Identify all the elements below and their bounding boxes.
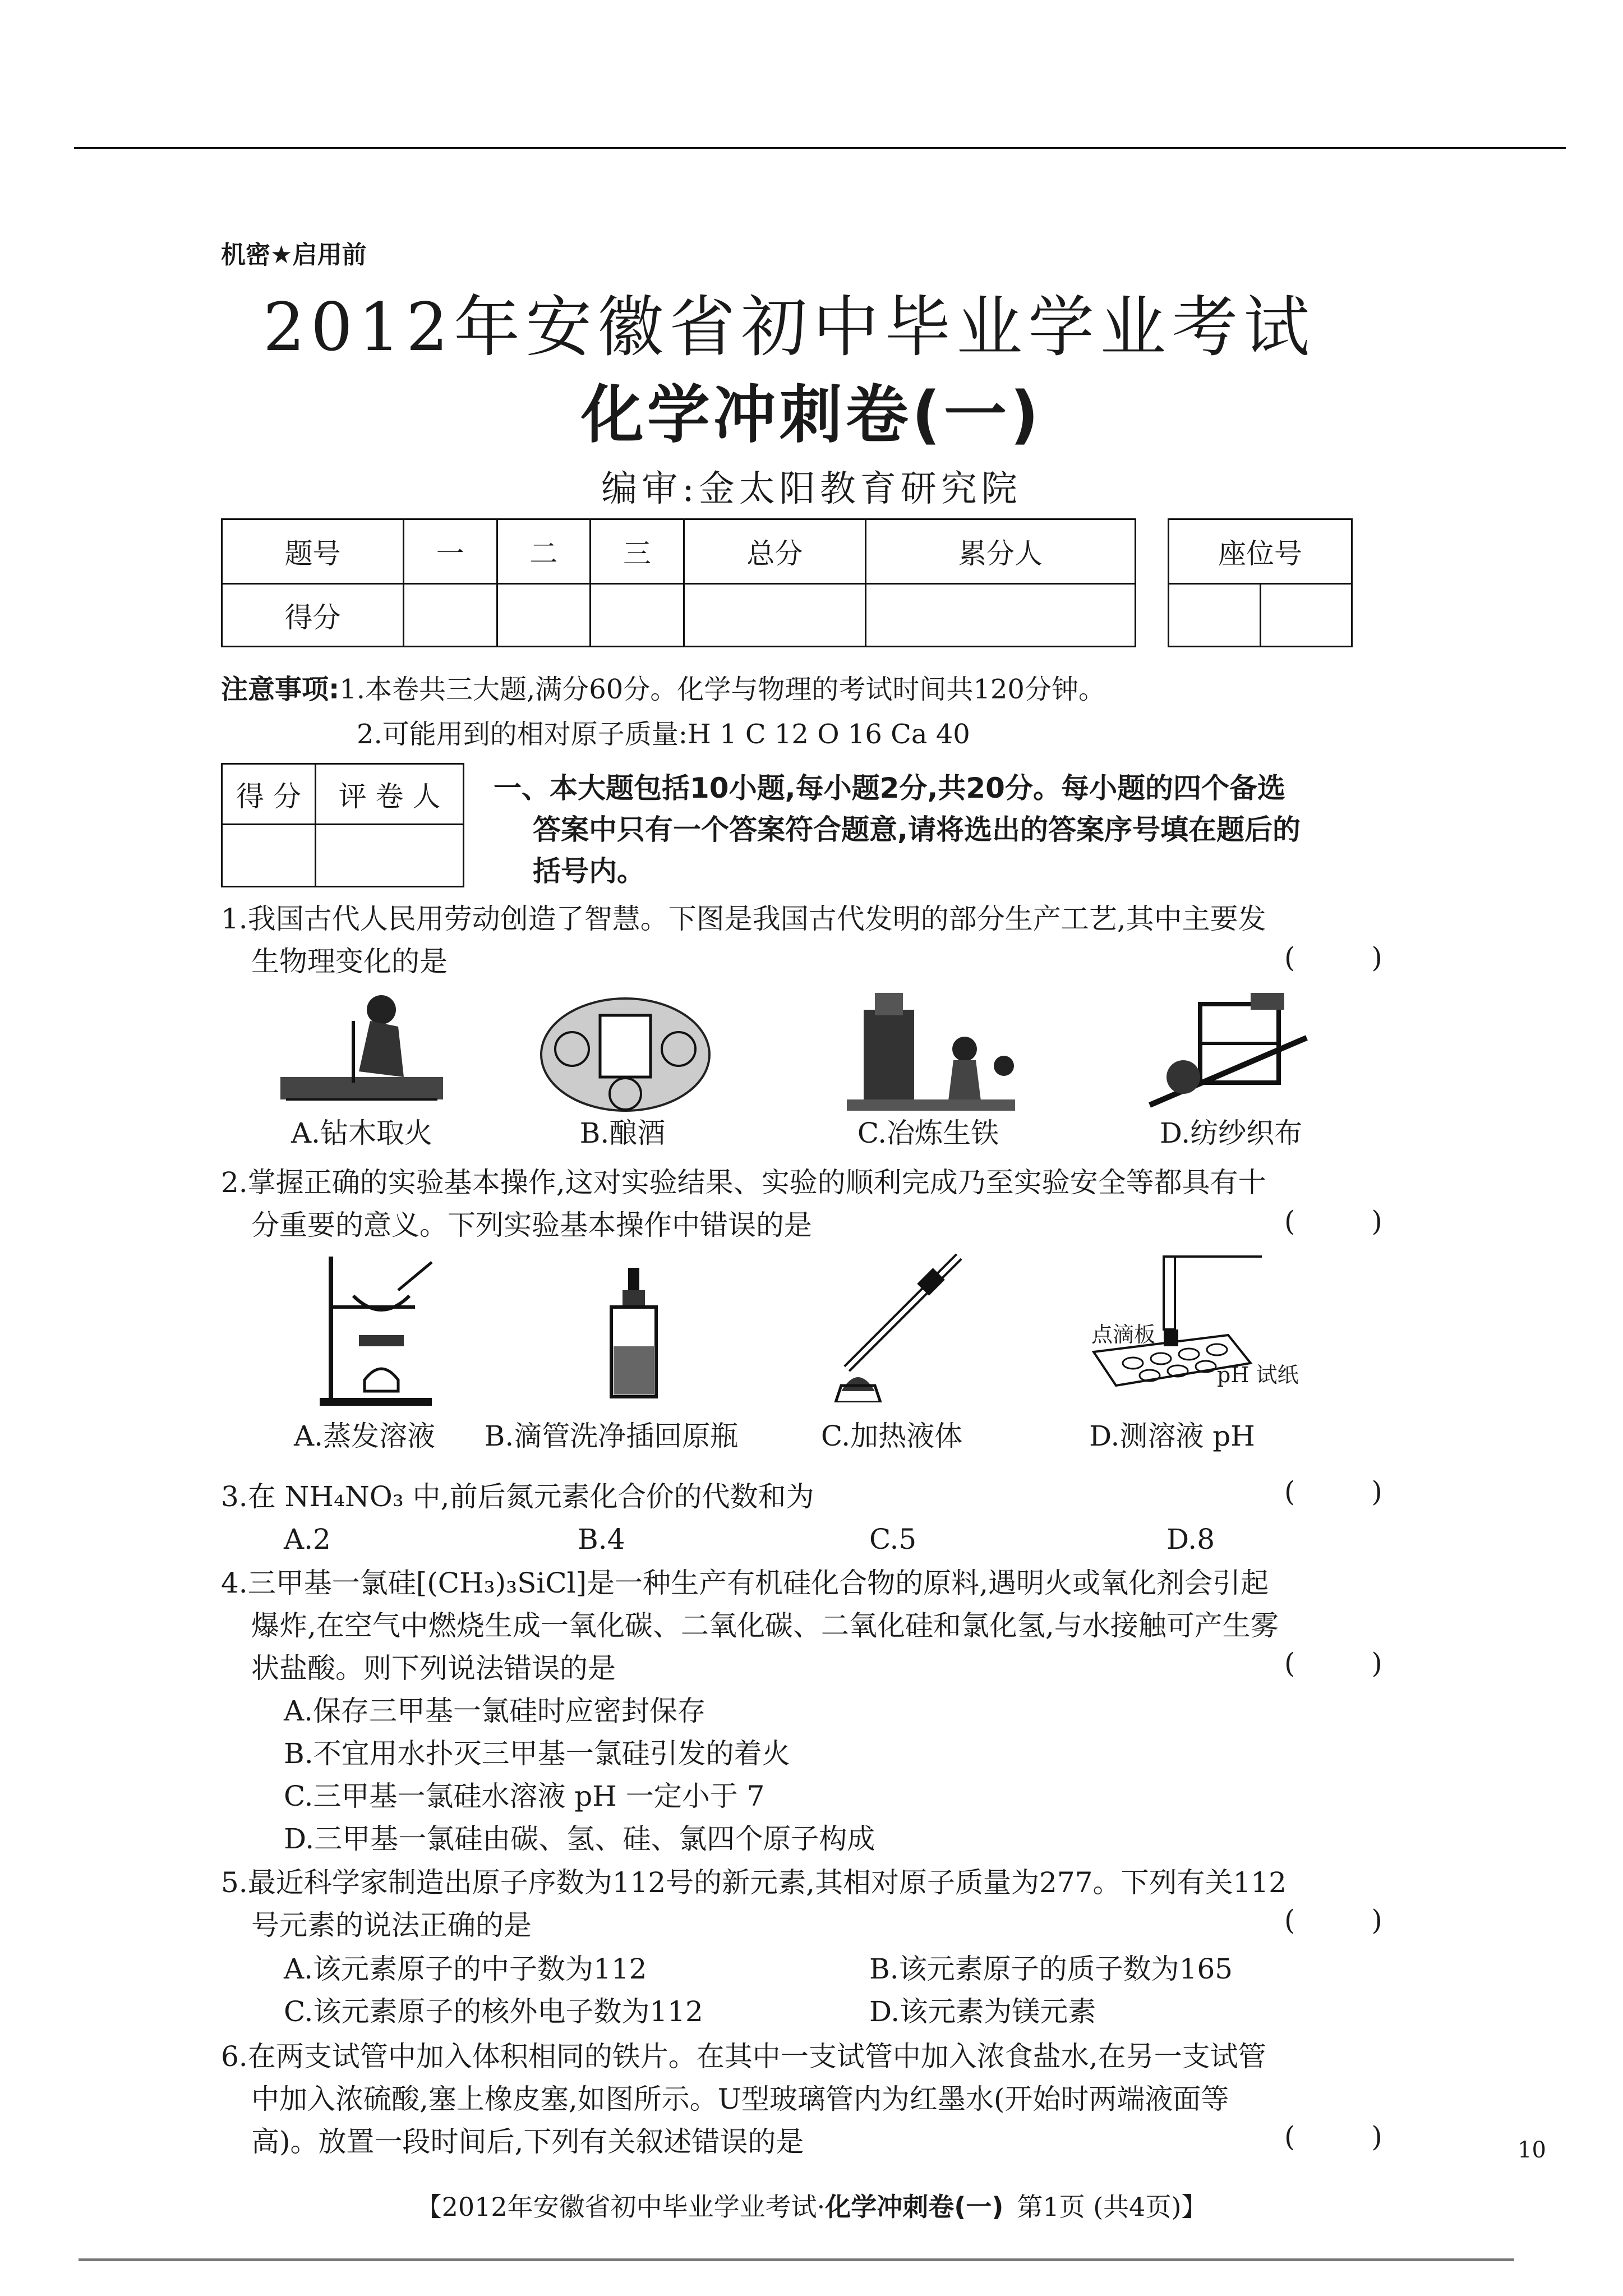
footer-title: 化学冲刺卷(一) (825, 2192, 1004, 2222)
iron-smelting-illustration (841, 987, 1021, 1116)
question-3: 3.在 NH₄NO₃ 中,前后氮元素化合价的代数和为 (221, 1480, 814, 1513)
answer-bracket[interactable]: ( ) (1284, 1205, 1416, 1237)
question-text: 爆炸,在空气中燃烧生成一氧化碳、二氧化碳、二氧化硅和氯化氢,与水接触可产生雾 (251, 1609, 1279, 1642)
top-rule (74, 147, 1566, 149)
editor-line: 编审:金太阳教育研究院 (601, 468, 1022, 510)
question-text: 状盐酸。则下列说法错误的是 (251, 1652, 616, 1685)
q4-option-d: D.三甲基一氯硅由碳、氢、硅、氯四个原子构成 (284, 1823, 875, 1855)
score-header-cell: 累分人 (865, 519, 1135, 584)
grader-score-label: 得 分 (222, 764, 316, 825)
section-1-line: 答案中只有一个答案符合题意,请将选出的答案序号填在题后的 (533, 813, 1301, 846)
score-cell[interactable] (684, 584, 865, 647)
drill-fire-illustration (275, 987, 449, 1116)
score-cell[interactable] (497, 584, 591, 647)
q1-option-b: B.酿酒 (579, 1117, 666, 1149)
q3-option-c: C.5 (869, 1523, 917, 1556)
q3-option-a: A.2 (284, 1523, 331, 1556)
evaporation-apparatus-illustration (314, 1251, 437, 1408)
q5-option-c: C.该元素原子的核外电子数为112 (284, 1995, 703, 2028)
seat-cell[interactable] (1169, 584, 1261, 647)
footer-right: 第1页 (共4页)】 (1017, 2192, 1207, 2222)
notice-text-1: 1.本卷共三大题,满分60分。化学与物理的考试时间共120分钟。 (339, 674, 1105, 705)
score-cell[interactable] (865, 584, 1135, 647)
question-2 (221, 1161, 1266, 1246)
q5-option-d: D.该元素为镁元素 (869, 1995, 1096, 2028)
answer-bracket[interactable]: ( ) (1284, 1647, 1416, 1680)
answer-bracket[interactable]: ( ) (1284, 941, 1416, 974)
spinning-weaving-illustration (1138, 987, 1318, 1116)
score-header-cell: 一 (403, 519, 497, 584)
score-header-cell: 题号 (222, 519, 404, 584)
q4-option-a: A.保存三甲基一氯硅时应密封保存 (284, 1695, 706, 1727)
notice-line-1 (221, 668, 1105, 706)
answer-bracket[interactable]: ( ) (1284, 2120, 1416, 2153)
question-text: 4.三甲基一氯硅[(CH₃)₃SiCl]是一种生产有机硅化合物的原料,遇明火或氧化剂会引起 (221, 1567, 1269, 1599)
notice-label: 注意事项: (221, 674, 340, 705)
q4-option-b: B.不宜用水扑灭三甲基一氯硅引发的着火 (284, 1737, 790, 1770)
grader-name-cell[interactable] (316, 825, 464, 887)
heating-liquid-illustration (824, 1251, 976, 1402)
section-1-line: 一、本大题包括10小题,每小题2分,共20分。每小题的四个备选 (494, 772, 1285, 804)
q5-option-a: A.该元素原子的中子数为112 (284, 1953, 647, 1985)
grader-score-cell[interactable] (222, 825, 316, 887)
q1-option-d: D.纺纱织布 (1159, 1117, 1303, 1149)
dropper-bottle-illustration (600, 1268, 667, 1402)
wine-brewing-illustration (533, 982, 718, 1116)
answer-bracket[interactable]: ( ) (1284, 1475, 1416, 1508)
question-1 (221, 898, 1266, 983)
q3-option-d: D.8 (1166, 1523, 1215, 1556)
question-text: 号元素的说法正确的是 (251, 1909, 532, 1941)
question-6 (221, 2035, 1266, 2163)
ph-paper-label: pH 试纸 (1217, 1363, 1299, 1387)
score-cell[interactable] (591, 584, 684, 647)
question-4 (221, 1562, 1279, 1860)
q4-option-c: C.三甲基一氯硅水溶液 pH 一定小于 7 (284, 1780, 765, 1812)
question-text: 生物理变化的是 (251, 945, 448, 978)
q1-option-c: C.冶炼生铁 (857, 1117, 999, 1149)
bottom-rule (79, 2258, 1514, 2261)
section-1-instructions (494, 767, 1301, 892)
q2-option-c: C.加热液体 (820, 1420, 963, 1452)
q2-option-a: A.蒸发溶液 (293, 1420, 435, 1452)
seat-label: 座位号 (1169, 519, 1352, 584)
question-text: 1.我国古代人民用劳动创造了智慧。下图是我国古代发明的部分生产工艺,其中主要发 (221, 903, 1266, 935)
paper-subtitle: 化学冲刺卷(一) (580, 379, 1043, 452)
score-table (221, 518, 1136, 647)
question-text: 6.在两支试管中加入体积相同的铁片。在其中一支试管中加入浓食盐水,在另一支试管 (221, 2040, 1266, 2073)
spot-plate-label: 点滴板 (1091, 1322, 1156, 1347)
q2-option-d: D.测溶液 pH (1089, 1420, 1255, 1452)
section-1-line: 括号内。 (533, 855, 645, 887)
question-text: 分重要的意义。下列实验基本操作中错误的是 (251, 1209, 812, 1241)
seat-cell[interactable] (1260, 584, 1352, 647)
grader-table (221, 763, 464, 887)
q3-option-b: B.4 (578, 1523, 625, 1556)
notice-line-2: 2.可能用到的相对原子质量:H 1 C 12 O 16 Ca 40 (357, 719, 970, 750)
score-header-cell: 三 (591, 519, 684, 584)
q5-option-b: B.该元素原子的质子数为165 (869, 1953, 1233, 1985)
grader-name-label: 评 卷 人 (316, 764, 464, 825)
q1-option-a: A.钻木取火 (291, 1117, 432, 1149)
score-cell[interactable] (403, 584, 497, 647)
page-number: 10 (1518, 2137, 1546, 2163)
footer-left: 【2012年安徽省初中毕业学业考试· (416, 2192, 826, 2222)
question-5 (221, 1861, 1287, 1947)
q2-option-b: B.滴管洗净插回原瓶 (484, 1420, 739, 1452)
question-text: 5.最近科学家制造出原子序数为112号的新元素,其相对原子质量为277。下列有关112 (221, 1866, 1287, 1899)
answer-bracket[interactable]: ( ) (1284, 1904, 1416, 1936)
question-text: 高)。放置一段时间后,下列有关叙述错误的是 (251, 2125, 804, 2158)
confidential-label: 机密★启用前 (221, 241, 367, 269)
seat-table (1168, 518, 1353, 647)
score-header-cell: 二 (497, 519, 591, 584)
question-text: 2.掌握正确的实验基本操作,这对实验结果、实验的顺利完成乃至实验安全等都具有十 (221, 1166, 1266, 1199)
score-row-label: 得分 (222, 584, 404, 647)
question-text: 中加入浓硫酸,塞上橡皮塞,如图所示。U型玻璃管内为红墨水(开始时两端液面等 (251, 2083, 1229, 2115)
score-header-cell: 总分 (684, 519, 865, 584)
page-footer (0, 2187, 1623, 2224)
exam-title: 2012年安徽省初中毕业学业考试 (262, 288, 1316, 366)
